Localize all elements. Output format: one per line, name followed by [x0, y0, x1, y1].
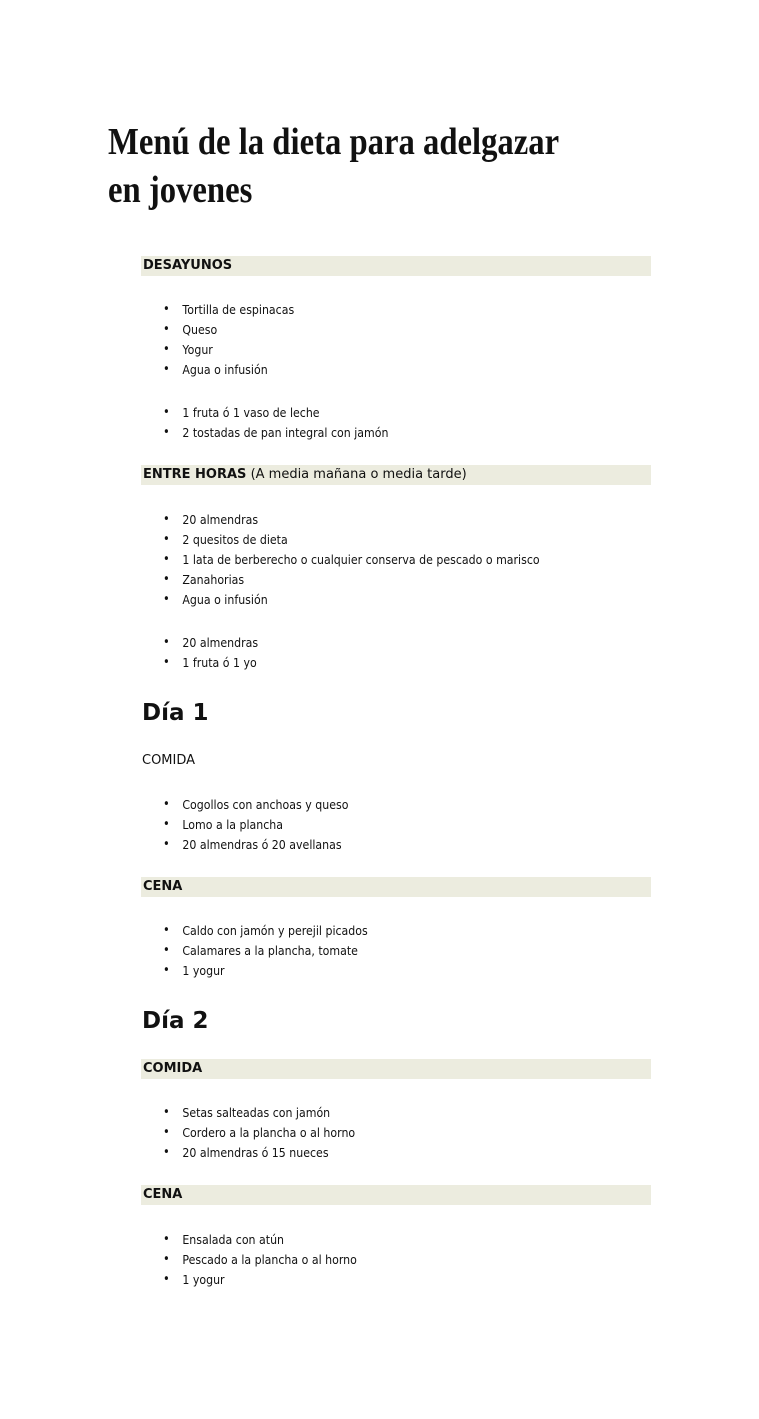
section-label: DESAYUNOS	[143, 258, 233, 273]
list-item: • Pescado a la plancha o al horno	[141, 1250, 357, 1270]
list-item: • 20 almendras ó 20 avellanas	[141, 835, 348, 855]
list-item: • Agua o infusión	[141, 360, 294, 380]
section-header-entre-horas	[141, 465, 651, 485]
list-item: • Ensalada con atún	[141, 1230, 357, 1250]
list-item: • Calamares a la plancha, tomate	[141, 941, 368, 961]
list-item: • 1 lata de berberecho o cualquier conserva de pescado o marisco	[141, 550, 540, 570]
section-note: (A media mañana o media tarde)	[250, 467, 467, 482]
dia1-comida-label: COMIDA	[142, 753, 196, 768]
list-item: • 2 tostadas de pan integral con jamón	[141, 423, 388, 443]
list-item: • Cordero a la plancha o al horno	[141, 1123, 355, 1143]
list-item: • 20 almendras ó 15 nueces	[141, 1143, 355, 1163]
dia1-cena-list	[141, 921, 399, 981]
list-item: • Tortilla de espinacas	[141, 300, 294, 320]
section-label: CENA	[143, 879, 183, 894]
day-1-heading: Día 1	[142, 700, 209, 726]
list-item: • 1 fruta ó 1 vaso de leche	[141, 403, 388, 423]
list-item: • Cogollos con anchoas y queso	[141, 795, 348, 815]
entre-horas-list-a	[141, 510, 594, 610]
section-header-desayunos	[141, 256, 651, 276]
day-2-heading: Día 2	[142, 1008, 209, 1034]
list-item: • 2 quesitos de dieta	[141, 530, 540, 550]
list-item: • 20 almendras	[141, 510, 540, 530]
dia2-cena-list	[141, 1230, 386, 1290]
section-header-dia2-cena	[141, 1185, 651, 1205]
dia2-comida-list	[141, 1103, 384, 1163]
desayunos-list-a	[141, 300, 315, 380]
list-item: • 1 yogur	[141, 961, 368, 981]
list-item: • Agua o infusión	[141, 590, 540, 610]
list-item: • 1 yogur	[141, 1270, 357, 1290]
section-header-dia2-comida	[141, 1059, 651, 1079]
list-item: • 20 almendras	[141, 633, 258, 653]
list-item: • Yogur	[141, 340, 294, 360]
entre-horas-list-b	[141, 633, 274, 673]
desayunos-list-b	[141, 403, 422, 443]
list-item: • Setas salteadas con jamón	[141, 1103, 355, 1123]
section-label: CENA	[143, 1187, 183, 1202]
list-item: • Queso	[141, 320, 294, 340]
page-title: Menú de la dieta para adelgazar en jovenes	[108, 121, 559, 211]
list-item: • 1 fruta ó 1 yo	[141, 653, 258, 673]
section-label: COMIDA	[143, 1061, 203, 1076]
section-label: ENTRE HORAS	[143, 467, 247, 482]
dia1-comida-list	[141, 795, 377, 855]
list-item: • Lomo a la plancha	[141, 815, 348, 835]
section-header-dia1-cena	[141, 877, 651, 897]
list-item: • Zanahorias	[141, 570, 540, 590]
list-item: • Caldo con jamón y perejil picados	[141, 921, 368, 941]
